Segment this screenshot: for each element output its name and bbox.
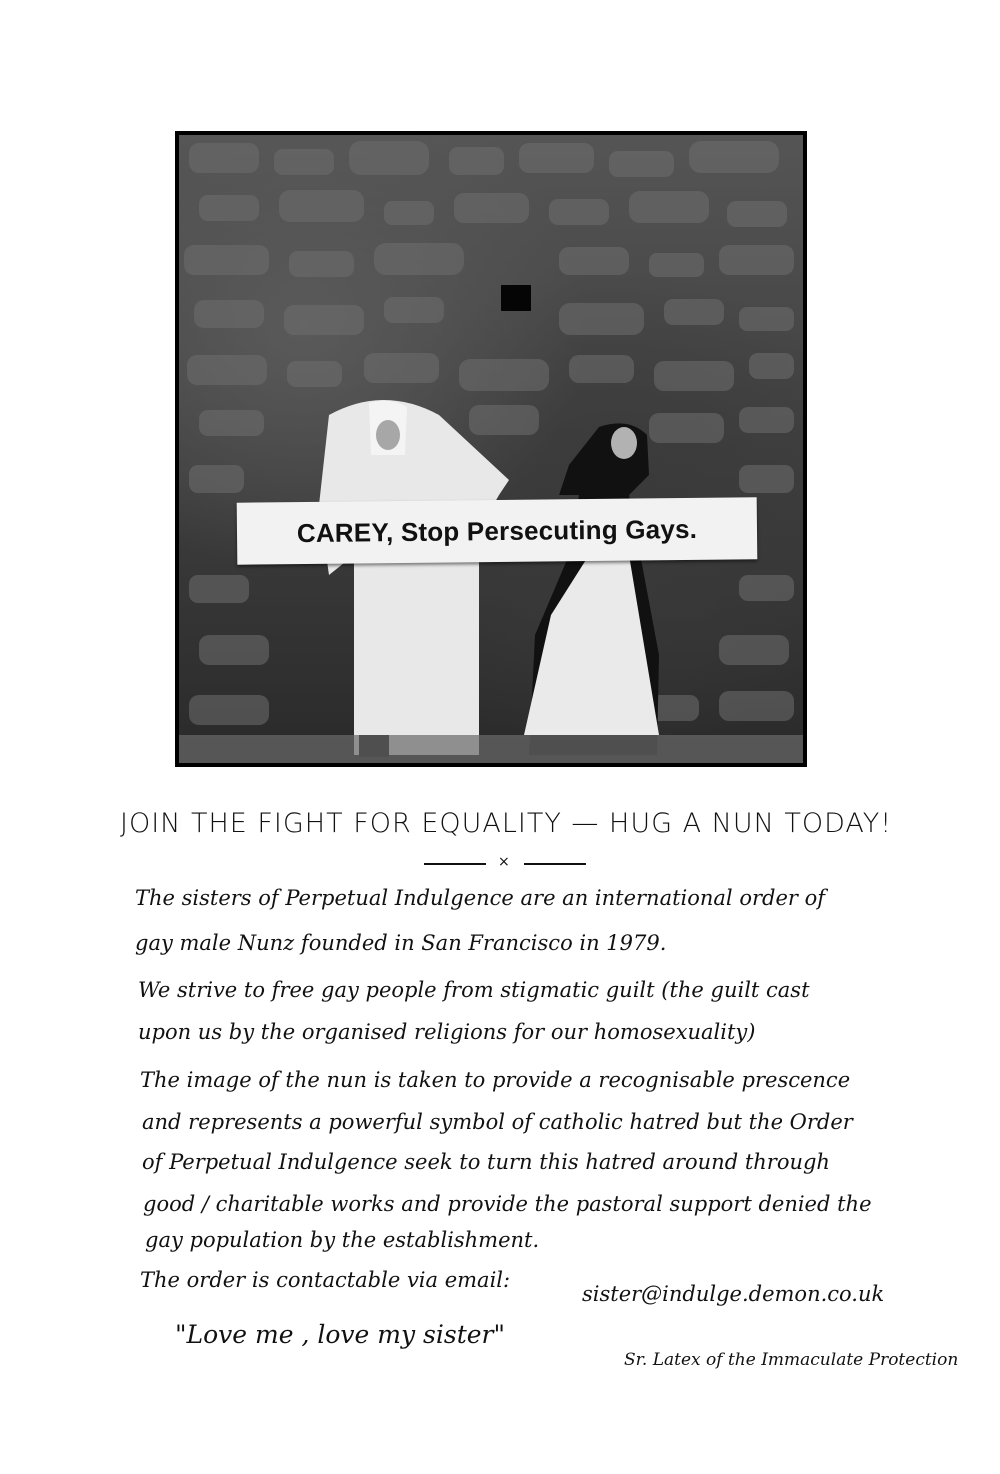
headline: JOIN THE FIGHT FOR EQUALITY — HUG A NUN TODAY!	[120, 808, 893, 839]
contact-label: The order is contactable via email:	[140, 1268, 511, 1292]
paragraph-line: The image of the nun is taken to provide a recognisable prescence	[140, 1068, 851, 1092]
stone-wall-texture	[179, 135, 803, 763]
banner-text: CAREY, Stop Persecuting Gays.	[296, 513, 698, 548]
divider	[424, 854, 586, 872]
nun-right	[524, 423, 659, 755]
protest-banner	[237, 497, 758, 564]
paragraph-line: good / charitable works and provide the pastoral support denied the	[143, 1192, 872, 1216]
nun-left	[319, 400, 509, 757]
paragraph-line: gay population by the establishment.	[145, 1228, 540, 1252]
contact-email: sister@indulge.demon.co.uk	[582, 1282, 885, 1306]
divider-line-left	[424, 863, 486, 865]
photograph	[179, 135, 803, 763]
divider-mark: ×	[498, 854, 510, 870]
quote: "Love me , love my sister"	[175, 1320, 505, 1349]
paragraph-line: and represents a powerful symbol of catholic hatred but the Order	[142, 1110, 853, 1134]
divider-line-right	[524, 863, 586, 865]
photograph-frame	[175, 131, 807, 767]
paragraph-line: We strive to free gay people from stigmatic guilt (the guilt cast	[138, 978, 810, 1002]
paragraph-line: The sisters of Perpetual Indulgence are an international order of	[135, 886, 826, 910]
wall-opening	[501, 285, 531, 311]
paragraph-line: gay male Nunz founded in San Francisco in 1979.	[135, 931, 667, 955]
signature: Sr. Latex of the Immaculate Protection	[624, 1350, 959, 1370]
paragraph-line: upon us by the organised religions for our homosexuality)	[138, 1020, 756, 1044]
paragraph-line: of Perpetual Indulgence seek to turn this hatred around through	[142, 1150, 830, 1174]
